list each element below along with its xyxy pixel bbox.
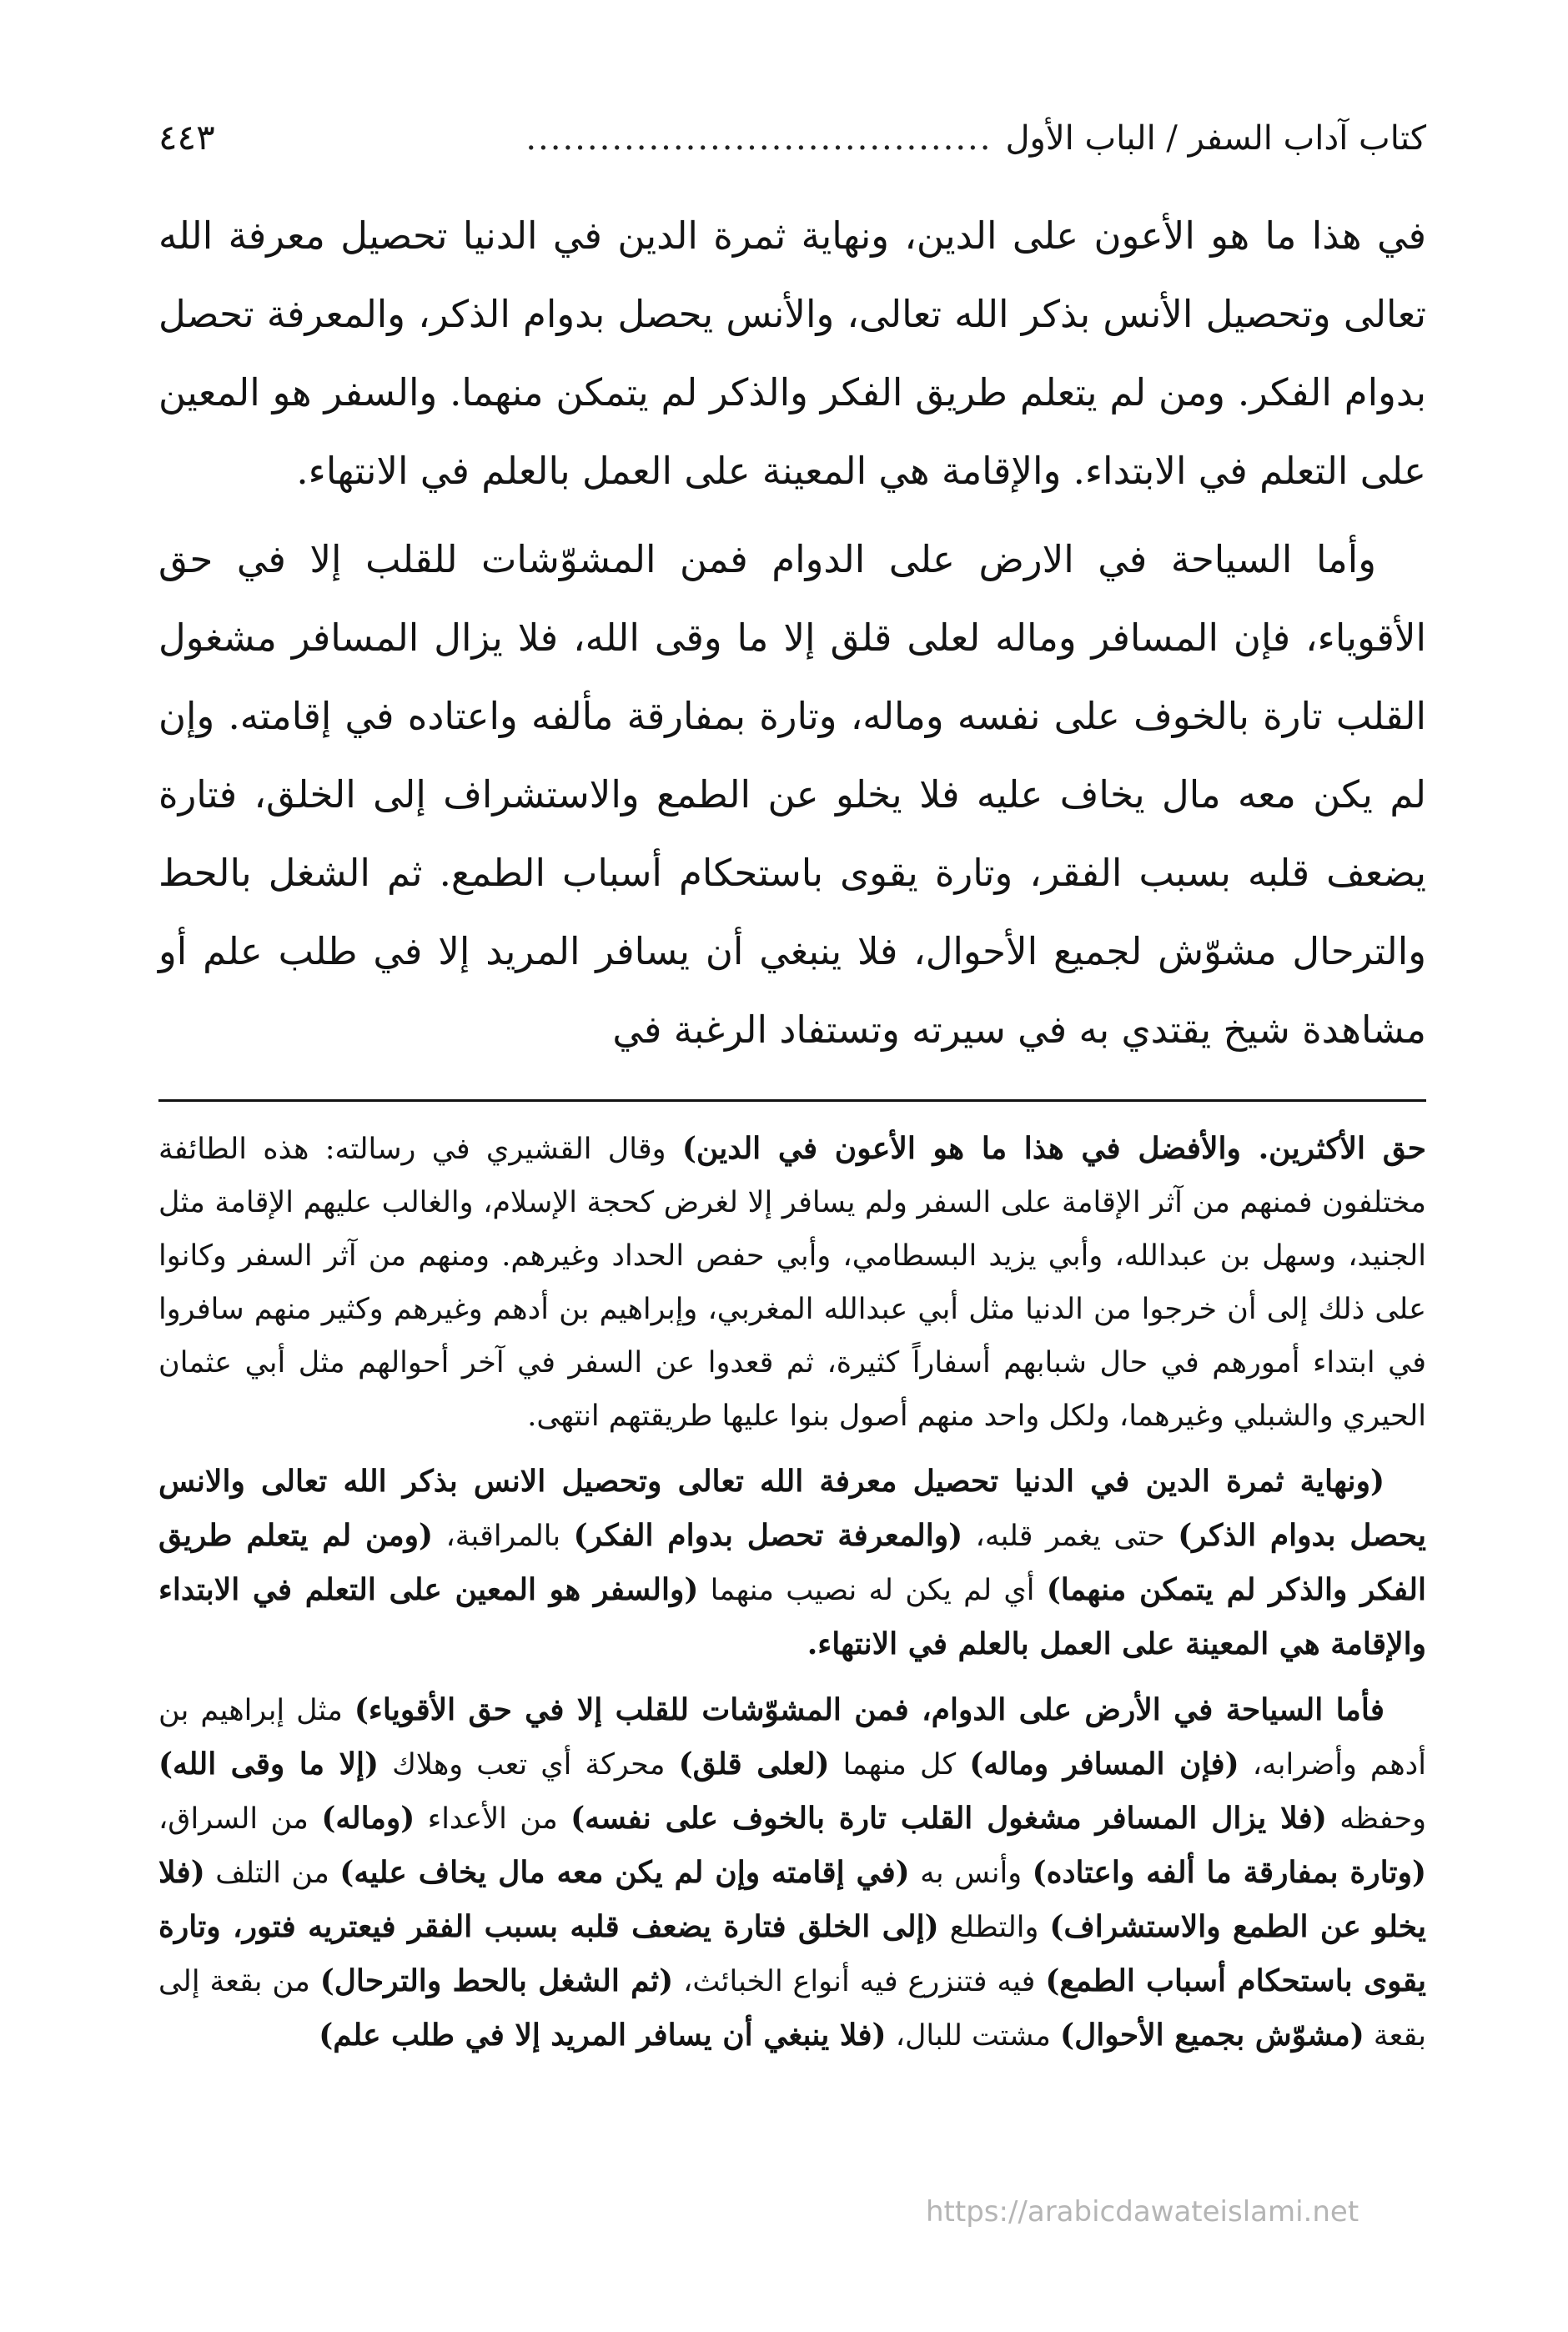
bold-quote: (فلا يزال المسافر مشغول القلب تارة بالخوف على نفسه) (570, 1801, 1327, 1836)
commentary-text: وأنس به (909, 1857, 1033, 1890)
commentary-text: كل منهما (829, 1748, 970, 1782)
footnote-divider (158, 1099, 1426, 1102)
commentary-text: مشتت للبال، (886, 2019, 1061, 2053)
commentary-text: والتطلع (938, 1911, 1050, 1944)
commentary-paragraph-1 (158, 1122, 1426, 1443)
bold-quote: (فلا ينبغي أن يسافر المريد إلا في طلب علم) (319, 2018, 887, 2053)
bold-quote: (إلى الخلق فتارة يضعف قلبه بسبب الفقر فيعتريه فتور، وتارة يقوى باستحكام أسباب الطمع) (158, 1909, 1426, 1998)
page-number: ٤٤٣ (158, 117, 215, 158)
bold-quote: (إلا ما وقى الله) (158, 1746, 379, 1782)
watermark-url: https://arabicdawateislami.net (926, 2195, 1359, 2229)
main-paragraph-2: وأما السياحة في الارض على الدوام فمن المشوّشات للقلب إلا في حق الأقوياء، فإن المسافر وماله لعلى قلق إلا ما وقى الله، فلا يزال المسافر مشغول القلب تارة بالخوف على نفسه وماله، وتارة بمفارقة مألفه واعتاده في إقامته. وإن لم يكن معه مال يخاف عليه فلا يخلو عن الطمع والاستشراف إلى الخلق، فتارة يضعف قلبه بسبب الفقر، وتارة يقوى باستحكام أسباب الطمع. ثم الشغل بالحط والترحال مشوّش لجميع الأحوال، فلا ينبغي أن يسافر المريد إلا في طلب علم أو مشاهدة شيخ يقتدي به في سيرته وتستفاد الرغبة في (158, 537, 1426, 1052)
commentary-text: من الأعداء (415, 1802, 571, 1836)
commentary-text: حتى يغمر قلبه، (962, 1520, 1179, 1553)
bold-quote: (فلا يخلو عن الطمع والاستشراف) (158, 1855, 1426, 1944)
commentary-text: محركة أي تعب وهلاك (379, 1748, 679, 1782)
bold-quote: (ونهاية ثمرة الدين في الدنيا تحصيل معرفة الله تعالى وتحصيل الانس بذكر الله تعالى والانس يحصل بدوام الذكر) (158, 1464, 1426, 1553)
commentary-paragraph-3 (158, 1683, 1426, 2063)
main-text (158, 197, 1426, 1069)
bold-quote: فأما السياحة في الأرض على الدوام، فمن المشوّشات للقلب إلا في حق الأقوياء) (354, 1692, 1385, 1727)
chapter-title: كتاب آداب السفر / الباب الأول (1005, 119, 1426, 158)
bold-quote: (والمعرفة تحصل بدوام الفكر) (573, 1518, 963, 1553)
bold-quote: (مشوّش بجميع الأحوال) (1060, 2018, 1364, 2053)
commentary-paragraph-2 (158, 1455, 1426, 1671)
main-paragraph-1: في هذا ما هو الأعون على الدين، ونهاية ثمرة الدين في الدنيا تحصيل معرفة الله تعالى وتحصيل الأنس بذكر الله تعالى، والأنس يحصل بدوام الذكر، والمعرفة تحصل بدوام الفكر. ومن لم يتعلم طريق الفكر والذكر لم يتمكن منهما. والسفر هو المعين على التعلم في الابتداء. والإقامة هي المعينة على العمل بالعلم في الانتهاء. (158, 214, 1426, 493)
bold-quote: (في إقامته وإن لم يكن معه مال يخاف عليه) (339, 1855, 910, 1890)
bold-quote: (وماله) (321, 1801, 415, 1836)
commentary-text: مثل إبراهيم بن أدهم وأضرابه، (158, 1694, 1426, 1782)
book-page (158, 108, 1426, 2294)
commentary-text: من بقعة إلى بقعة (158, 1965, 1426, 2053)
commentary-text: من التلف (204, 1857, 340, 1890)
bold-quote: (فإن المسافر وماله) (969, 1746, 1239, 1782)
bold-quote: (وتارة بمفارقة ما ألفه واعتاده) (1032, 1855, 1426, 1890)
bold-quote: (ثم الشغل بالحط والترحال) (319, 1963, 674, 1998)
commentary-text: بالمراقبة، (433, 1520, 574, 1553)
commentary (158, 1122, 1426, 2063)
bold-quote: حق الأكثرين. والأفضل في هذا ما هو الأعون في الدين) (681, 1131, 1426, 1166)
commentary-text: فيه فتنزرع فيه أنواع الخبائث، (673, 1965, 1046, 1998)
commentary-text: أي لم يكن له نصيب منهما (698, 1574, 1047, 1607)
running-header (158, 108, 1426, 167)
commentary-text: وحفظه (1326, 1802, 1426, 1836)
commentary-text: وقال القشيري في رسالته: هذه الطائفة مختلفون فمنهم من آثر الإقامة على السفر ولم يسافر إلا لغرض كحجة الإسلام، والغالب عليهم الإقامة مثل الجنيد، وسهل بن عبدالله، وأبي يزيد البسطامي، وأبي حفص الحداد وغيرهم. ومنهم من آثر السفر وكانوا على ذلك إلى أن خرجوا من الدنيا مثل أبي عبدالله المغربي، وإبراهيم بن أدهم وغيرهم وكثير منهم سافروا في ابتداء أمورهم في حال شبابهم أسفاراً كثيرة، ثم قعدوا عن السفر في آخر أحوالهم مثل أبي عثمان الحيري والشبلي وغيرهما، ولكل واحد منهم أصول بنوا عليها طريقتهم انتهى. (158, 1133, 1426, 1433)
bold-quote: (لعلى قلق) (678, 1746, 830, 1782)
leader-dots: ...................................... (525, 119, 993, 158)
commentary-text: من السراق، (158, 1802, 322, 1836)
bold-quote: (ومن لم يتعلم طريق الفكر والذكر لم يتمكن منهما) (158, 1518, 1426, 1607)
bold-quote: (والسفر هو المعين على التعلم في الابتداء والإقامة هي المعينة على العمل بالعلم في الانتهاء. (158, 1572, 1426, 1661)
